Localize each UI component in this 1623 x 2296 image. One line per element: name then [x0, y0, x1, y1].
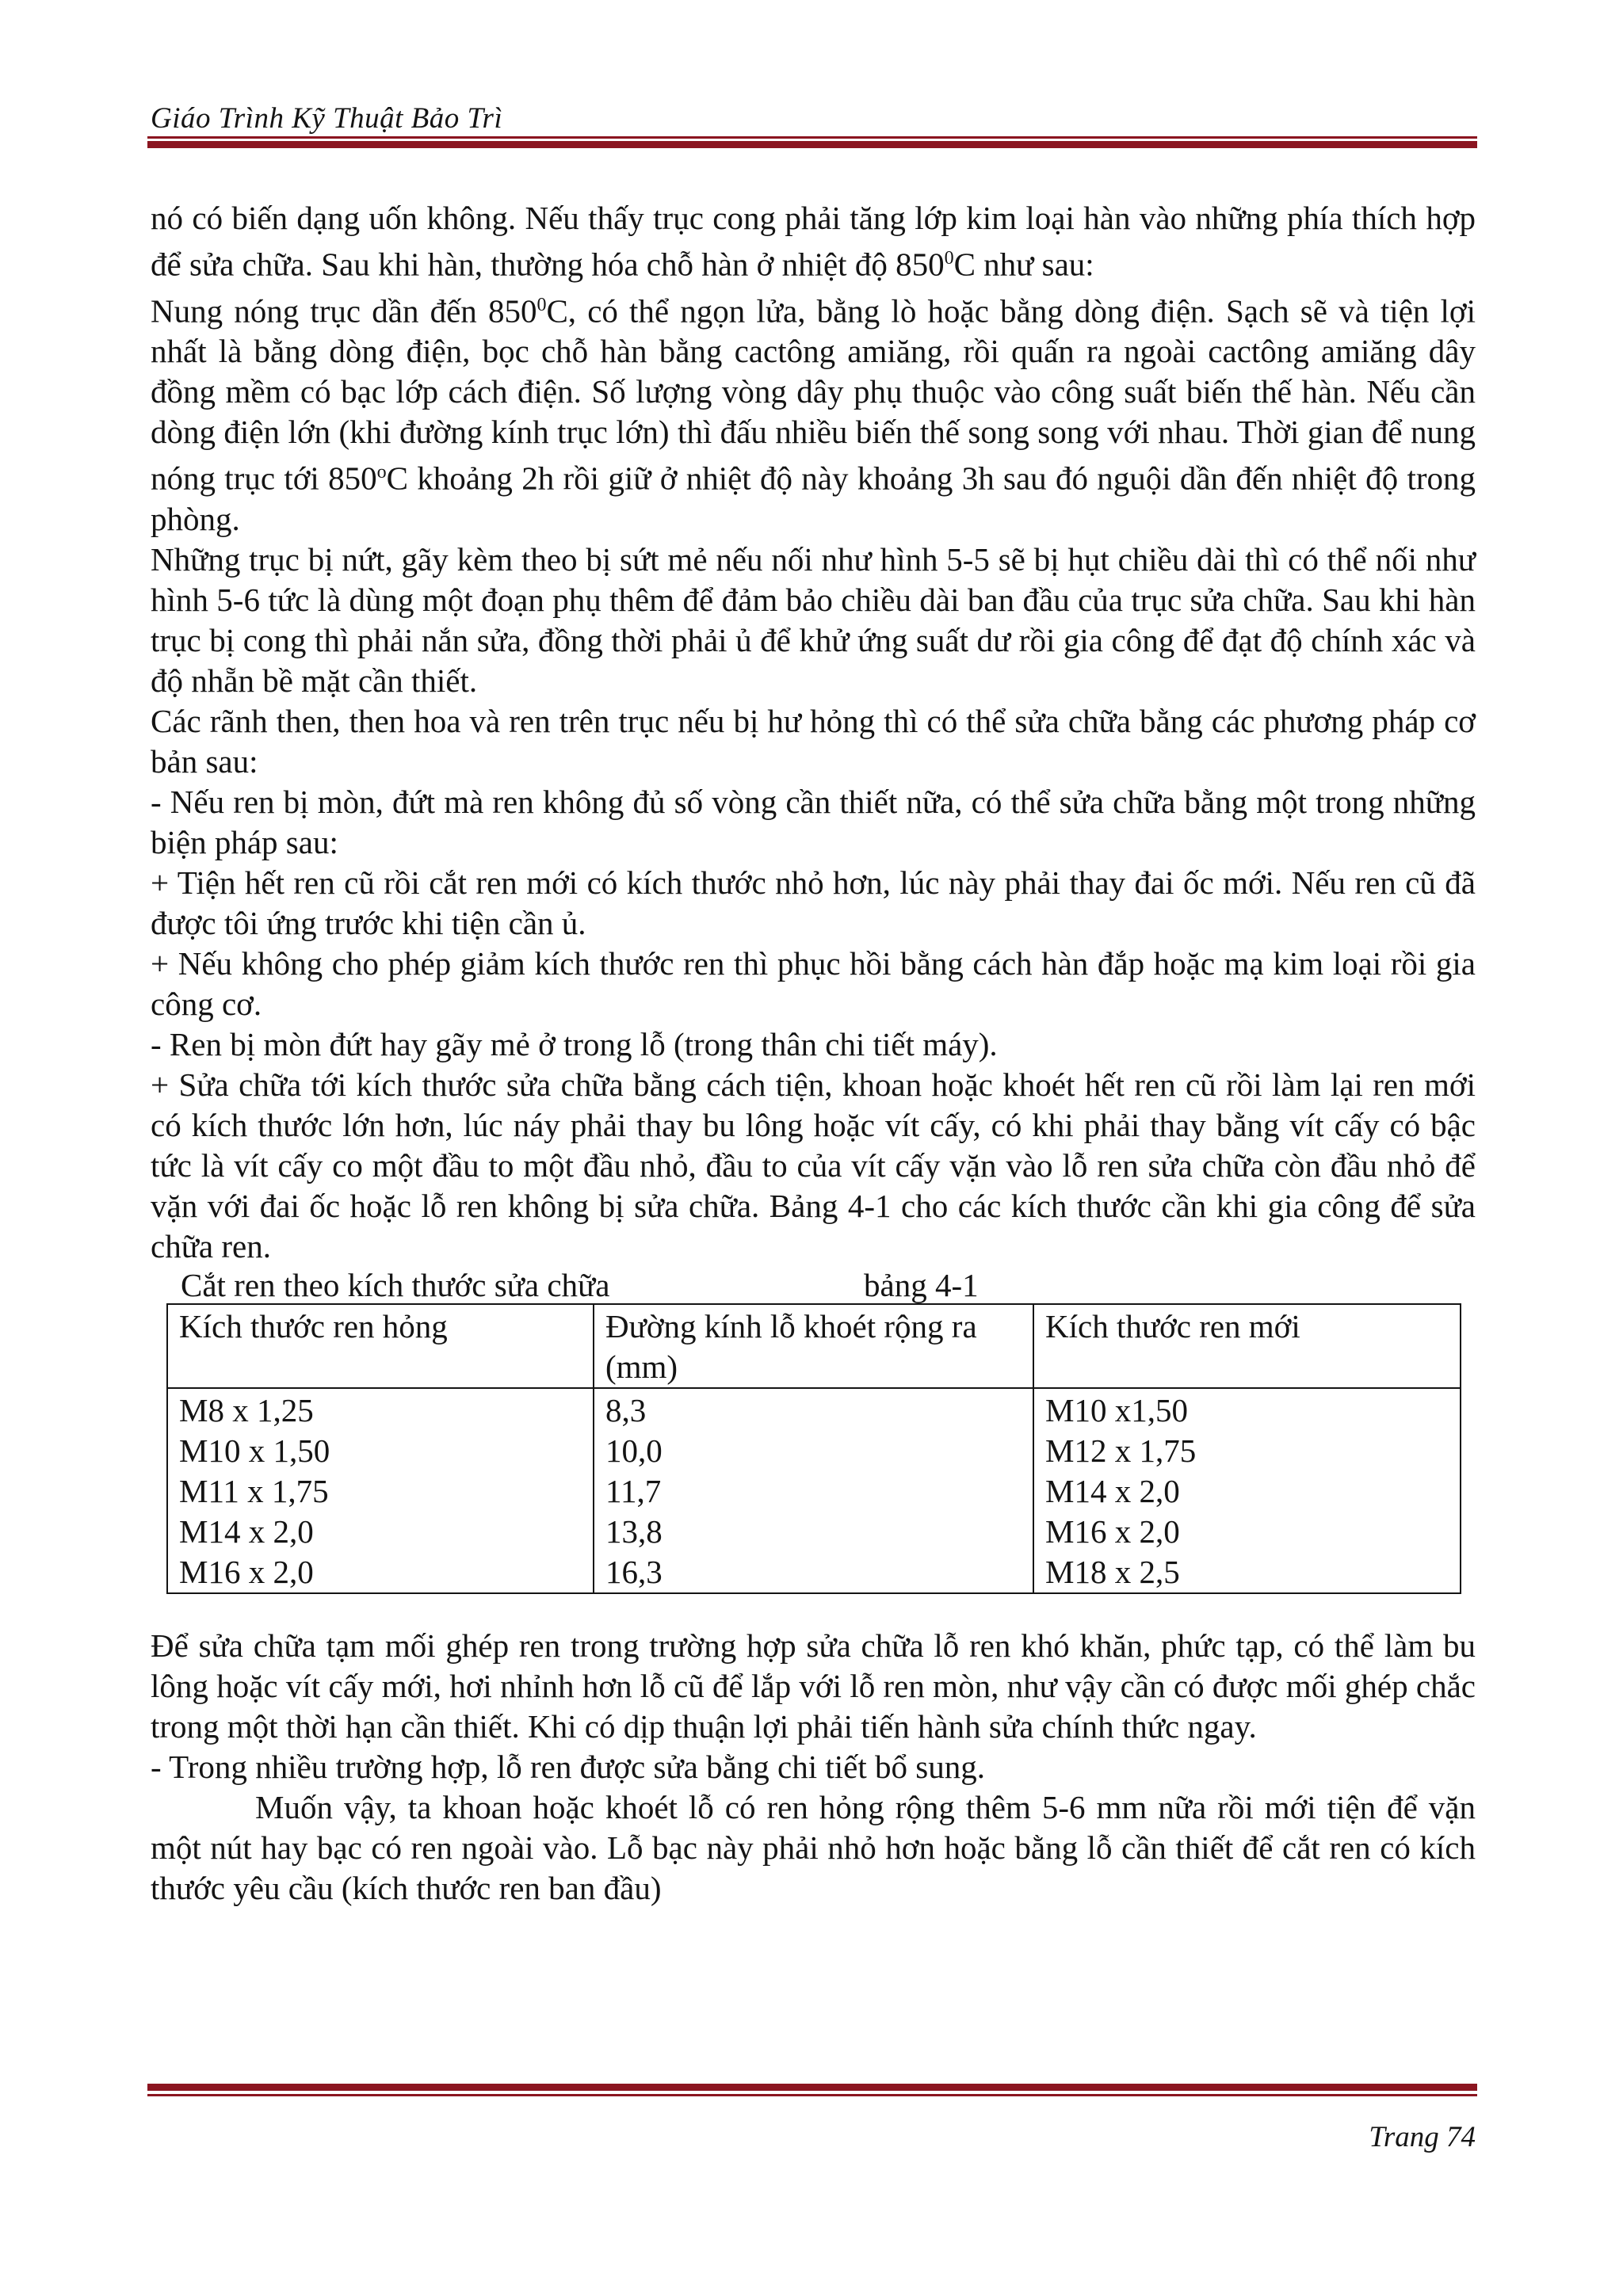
- paragraph: [151, 285, 1476, 540]
- table-header-row: [167, 1304, 1461, 1388]
- paragraph: - Ren bị mòn đứt hay gãy mẻ ở trong lỗ (trong thân chi tiết máy).: [151, 1025, 998, 1062]
- paragraph: - Nếu ren bị mòn, đứt mà ren không đủ số vòng cần thiết nữa, có thể sửa chữa bằng một trong những biện pháp sau:: [151, 783, 1476, 860]
- spacer: [151, 1594, 1476, 1626]
- paragraph: Những trục bị nứt, gãy kèm theo bị sứt mẻ nếu nối như hình 5-5 sẽ bị hụt chiều dài thì có thể nối như hình 5-6 tức là dùng một đoạn phụ thêm để đảm bảo chiều dài ban đầu của trục sửa chữa. Sau khi hàn trục bị cong thì phải nắn sửa, đồng thời phải ủ để khử ứng suất dư rồi gia công để đạt độ chính xác và độ nhẵn bề mặt cần thiết.: [151, 540, 1476, 699]
- table-header-cell: Kích thước ren mới: [1033, 1304, 1461, 1388]
- paragraph: + Tiện hết ren cũ rồi cắt ren mới có kích thước nhỏ hơn, lúc này phải thay đai ốc mới. Nếu ren cũ đã được tôi ứng trước khi tiện cần ủ.: [151, 864, 1476, 941]
- page-body: [151, 198, 1476, 1909]
- paragraph-text: nó có biến dạng uốn không. Nếu thấy trục cong phải tăng lớp kim loại hàn vào những phía thích hợp để sửa chữa. Sau khi hàn, thường hóa chỗ hàn ở nhiệt độ 850: [151, 200, 1476, 283]
- paragraph-text: Nung nóng trục dần đến 850: [151, 292, 537, 330]
- table-header-cell: Đường kính lỗ khoét rộng ra (mm): [594, 1304, 1033, 1388]
- paragraph: Muốn vậy, ta khoan hoặc khoét lỗ có ren hỏng rộng thêm 5-6 mm nữa rồi mới tiện để vặn một nút hay bạc có ren ngoài vào. Lỗ bạc này phải nhỏ hơn hoặc bằng lỗ cần thiết để cắt ren có kích thước yêu cầu (kích thước ren ban đầu): [151, 1788, 1476, 1906]
- footer-rule-thin: [147, 2094, 1477, 2096]
- table-cell-damaged-thread: M8 x 1,25 M10 x 1,50 M11 x 1,75 M14 x 2,0 M16 x 2,0: [167, 1388, 594, 1593]
- table-caption-number: bảng 4-1: [864, 1266, 979, 1303]
- thread-repair-table: [166, 1303, 1461, 1594]
- paragraph-text: C như sau:: [953, 246, 1094, 283]
- superscript: o: [376, 462, 387, 483]
- table-header-cell: Kích thước ren hỏng: [167, 1304, 594, 1388]
- superscript: 0: [944, 248, 954, 269]
- paragraph: Các rãnh then, then hoa và ren trên trục nếu bị hư hỏng thì có thể sửa chữa bằng các phương pháp cơ bản sau:: [151, 702, 1476, 780]
- superscript: 0: [537, 294, 547, 315]
- paragraph-text: C khoảng 2h rồi giữ ở nhiệt độ này khoảng 3h sau đó nguội dần đến nhiệt độ trong phòng.: [151, 460, 1476, 537]
- paragraph: [151, 198, 1476, 285]
- header-rule-thick: [147, 141, 1477, 148]
- running-header-title: Giáo Trình Kỹ Thuật Bảo Trì: [151, 102, 503, 135]
- table-caption-title: Cắt ren theo kích thước sửa chữa: [181, 1266, 610, 1303]
- table-cell-bore-diameter: 8,3 10,0 11,7 13,8 16,3: [594, 1388, 1033, 1593]
- paragraph-text: C, có thể ngọn lửa, bằng lò hoặc bằng dòng điện. Sạch sẽ và tiện lợi nhất là bằng dòng điện, bọc chỗ hàn bằng cactông amiăng, rồi quấn ra ngoài cactông amiăng dây đồng mềm có bạc lớp cách điện. Số lượng vòng dây phụ thuộc vào công suất biến thế hàn. Nếu cần dòng điện lớn (khi đường kính trục lớn) thì đấu nhiều biến thế song song với nhau. Thời gian để nung nóng trục tới 850: [151, 292, 1476, 497]
- paragraph: - Trong nhiều trường hợp, lỗ ren được sửa bằng chi tiết bổ sung.: [151, 1748, 985, 1785]
- paragraph: Để sửa chữa tạm mối ghép ren trong trường hợp sửa chữa lỗ ren khó khăn, phức tạp, có thể làm bu lông hoặc vít cấy mới, hơi nhỉnh hơn lỗ cũ để lắp với lỗ ren mòn, như vậy cần có được mối ghép chắc trong một thời hạn cần thiết. Khi có dịp thuận lợi phải tiến hành sửa chính thức ngay.: [151, 1627, 1476, 1745]
- table-cell-new-thread: M10 x1,50 M12 x 1,75 M14 x 2,0 M16 x 2,0 M18 x 2,5: [1033, 1388, 1461, 1593]
- paragraph: + Nếu không cho phép giảm kích thước ren thì phục hồi bằng cách hàn đắp hoặc mạ kim loại rồi gia công cơ.: [151, 944, 1476, 1022]
- page-number: Trang 74: [1369, 2121, 1476, 2153]
- table-row: [167, 1388, 1461, 1593]
- header-rule-thin: [147, 136, 1477, 139]
- paragraph: + Sửa chữa tới kích thước sửa chữa bằng cách tiện, khoan hoặc khoét hết ren cũ rồi làm lại ren mới có kích thước lớn hơn, lúc náy phải thay bu lông hoặc vít cấy, có khi phải thay bằng vít cấy có bậc tức là vít cấy co một đầu to một đầu nhỏ, đầu to của vít cấy vặn vào lỗ ren sửa chữa còn đầu nhỏ để vặn với đai ốc hoặc lỗ ren không bị sửa chữa. Bảng 4-1 cho các kích thước cần khi gia công để sửa chữa ren.: [151, 1066, 1476, 1264]
- footer-rule-thick: [147, 2084, 1477, 2091]
- table-caption: [181, 1267, 1476, 1303]
